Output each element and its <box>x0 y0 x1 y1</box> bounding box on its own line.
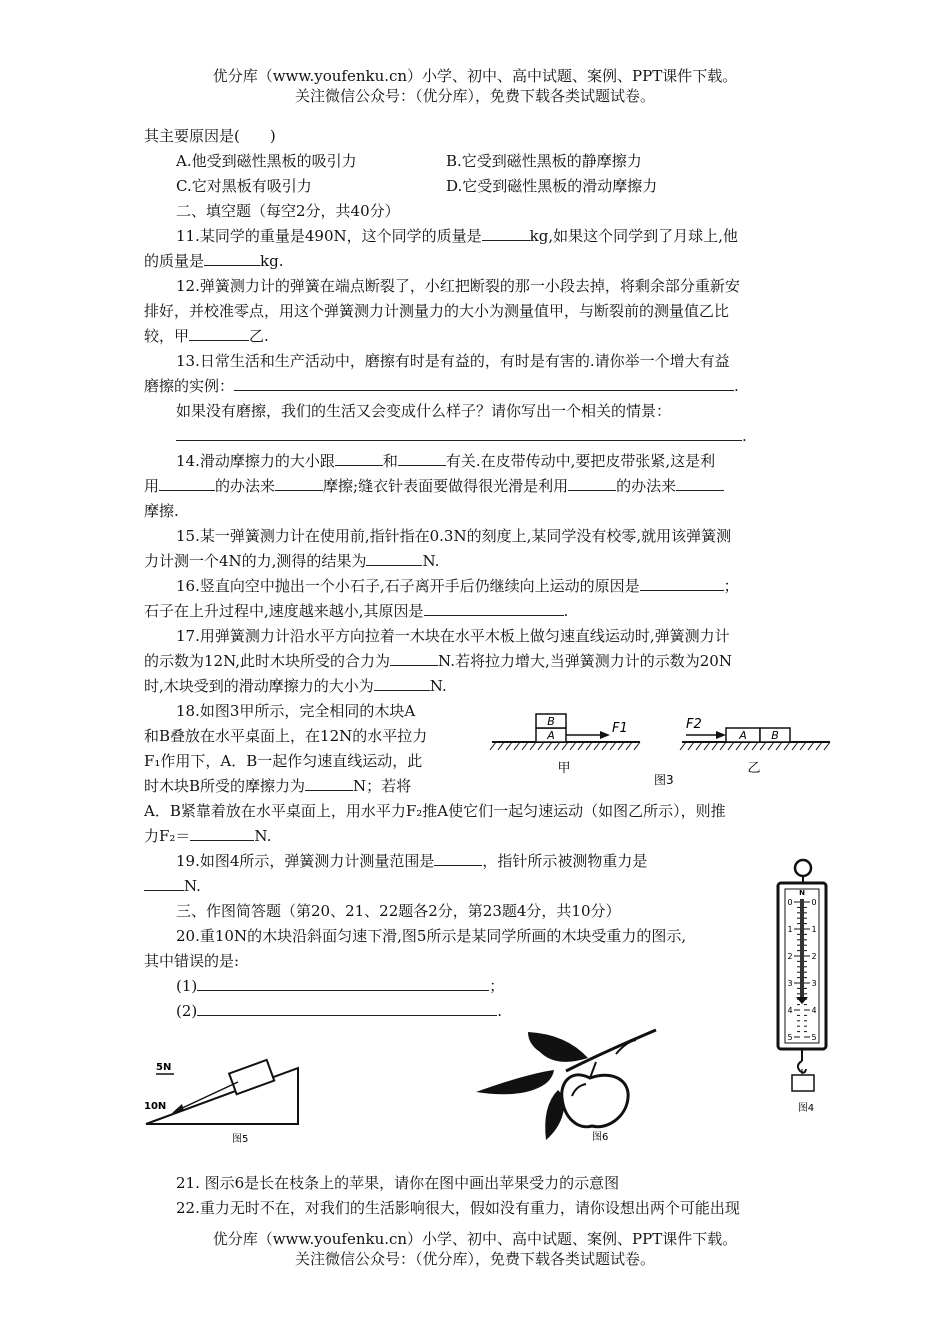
ground-hatching <box>490 742 640 750</box>
figure-5-caption: 图5 <box>232 1134 249 1145</box>
q20-option-1 <box>176 975 504 997</box>
q16-line-2 <box>144 600 568 622</box>
q19-text-a: 19.如图4所示，弹簧测力计测量范围是 <box>176 852 435 870</box>
f2-arrowhead <box>716 731 726 739</box>
q14-blank-6[interactable] <box>676 476 724 491</box>
q20-option-2 <box>176 1000 502 1022</box>
q21-line: 21. 图示6是长在枝条上的苹果，请你在图中画出苹果受力的示意图 <box>176 1174 620 1192</box>
q19-line-1 <box>176 850 647 872</box>
q11-text-d: kg. <box>260 252 284 270</box>
q18-text-a: 时木块B所受的摩擦力为 <box>144 777 306 795</box>
q19-text-b: ，指针所示被测物重力是 <box>482 852 648 870</box>
scale-label-2: 2 <box>787 952 793 961</box>
q14-blank-4[interactable] <box>275 476 323 491</box>
q19-line-2 <box>144 875 201 897</box>
scale-label-0: 0 <box>787 898 793 907</box>
q15-text-a: 力计测一个4N的力,测得的结果为 <box>144 552 367 570</box>
q11-blank-2[interactable] <box>204 251 260 266</box>
q16-text-c: 石子在上升过程中,速度越来越小,其原因是 <box>144 602 424 620</box>
q22-line: 22.重力无时不在，对我们的生活影响很大，假如没有重力，请你设想出两个可能出现 <box>176 1199 740 1217</box>
q17-line-3 <box>144 675 447 697</box>
q13-line-4 <box>176 425 747 447</box>
q14-text-d: 用 <box>144 477 160 495</box>
q20-end-1: ； <box>489 977 505 995</box>
q20-blank-2[interactable] <box>197 1001 497 1016</box>
q19-text-c: N. <box>184 877 201 895</box>
q13-blank-1[interactable] <box>234 376 734 391</box>
q10-option-c: C.它对黑板有吸引力 <box>176 177 312 195</box>
header-line-2: 关注微信公众号：（优分库），免费下载各类试题试卷。 <box>294 87 655 105</box>
figure-6 <box>466 1026 676 1146</box>
q14-text-a: 14.滑动摩擦力的大小跟 <box>176 452 335 470</box>
q14-text-e: 的办法来 <box>215 477 276 495</box>
f1-arrowhead <box>600 731 610 739</box>
q14-text-g: 的办法来 <box>616 477 677 495</box>
q18-text-c: 力F₂＝ <box>144 827 191 845</box>
q16-blank-2[interactable] <box>424 601 564 616</box>
figure-3 <box>486 708 836 792</box>
scale-label-1: 1 <box>787 925 793 934</box>
scale-label-4: 4 <box>787 1006 793 1015</box>
q18-text-b: N；若将 <box>353 777 412 795</box>
block-b-yi-label: B <box>771 729 779 742</box>
scale-spring <box>800 899 804 997</box>
q18-line-3: F₁作用下，A．B一起作匀速直线运动，此 <box>144 752 423 770</box>
hanging-weight <box>792 1075 814 1091</box>
q12-blank[interactable] <box>189 326 249 341</box>
q18-line-2: 和B叠放在水平桌面上，在12N的水平拉力 <box>144 727 428 745</box>
q19-blank-1[interactable] <box>434 851 482 866</box>
f1-label: F1 <box>612 721 628 736</box>
q13-line-2 <box>144 375 739 397</box>
q11-text-b: kg,如果这个同学到了月球上,他 <box>529 227 738 245</box>
q14-line-1 <box>176 450 715 472</box>
q20-label-2: (2) <box>176 1002 198 1020</box>
q10-option-a: A.他受到磁性黑板的吸引力 <box>176 152 357 170</box>
q12-line-1: 12.弹簧测力计的弹簧在端点断裂了，小红把断裂的那一小段去掉，将剩余部分重新安 <box>176 277 740 295</box>
section-3-heading: 三、作图简答题（第20、21、22题各2分，第23题4分，共10分） <box>176 902 621 920</box>
section-2-heading: 二、填空题（每空2分，共40分） <box>176 202 400 220</box>
scale-label-r3: 3 <box>811 979 817 988</box>
q17-text-c: 时,木块受到的滑动摩擦力的大小为 <box>144 677 374 695</box>
figure-6-caption: 图6 <box>592 1132 609 1143</box>
q11-line-1 <box>176 225 738 247</box>
scale-label-r4: 4 <box>811 1006 817 1015</box>
q11-text-a: 11.某同学的重量是490N，这个同学的质量是 <box>176 227 482 245</box>
jia-label: 甲 <box>557 761 571 776</box>
q14-blank-5[interactable] <box>568 476 616 491</box>
f2-label: F2 <box>686 717 702 732</box>
q18-line-4 <box>144 775 411 797</box>
q13-line-1: 13.日常生活和生产活动中，磨擦有时是有益的，有时是有害的.请你举一个增大有益 <box>176 352 730 370</box>
q14-text-b: 和 <box>382 452 398 470</box>
q20-end-2: . <box>497 1002 503 1020</box>
block-a-yi-label: A <box>739 729 747 742</box>
q16-text-a: 16.竖直向空中抛出一个小石子,石子离开手后仍继续向上运动的原因是 <box>176 577 640 595</box>
scale-ring <box>795 860 811 876</box>
q20-line-1: 20.重10N的木块沿斜面匀速下滑,图5所示是某同学所画的木块受重力的图示, <box>176 927 687 945</box>
q15-text-b: N. <box>422 552 440 570</box>
q10-option-b: B.它受到磁性黑板的静摩擦力 <box>446 152 642 170</box>
q17-text-b: N.若将拉力增大,当弹簧测力计的示数为20N <box>438 652 732 670</box>
figure-4 <box>766 855 830 1115</box>
scale-label-r2: 2 <box>811 952 817 961</box>
q18-text-d: N. <box>254 827 272 845</box>
q17-line-1: 17.用弹簧测力计沿水平方向拉着一木块在水平木板上做匀速直线运动时,弹簧测力计 <box>176 627 730 645</box>
q14-line-2 <box>144 475 724 497</box>
block-a-label: A <box>547 729 555 742</box>
yi-label: 乙 <box>747 761 761 776</box>
q14-text-f: 摩擦;缝衣针表面要做得很光滑是利用 <box>323 477 569 495</box>
q17-text-a: 的示数为12N,此时木块所受的合力为 <box>144 652 391 670</box>
q12-text-b: 乙. <box>249 327 269 345</box>
q20-blank-1[interactable] <box>197 976 489 991</box>
figure-4-caption: 图4 <box>797 1103 815 1114</box>
q14-blank-2[interactable] <box>398 451 446 466</box>
q18-line-6 <box>144 825 271 847</box>
q12-line-2: 排好，并校准零点，用这个弹簧测力计测量力的大小为测量值甲，与断裂前的测量值乙比 <box>144 302 730 320</box>
figure-3-yi <box>680 717 830 776</box>
q12-line-3 <box>144 325 269 347</box>
incline <box>146 1068 298 1124</box>
q17-blank-1[interactable] <box>390 651 438 666</box>
q15-line-1: 15.某一弹簧测力计在使用前,指针指在0.3N的刻度上,某同学没有校零,就用该弹簧测 <box>176 527 732 545</box>
q13-text-b: . <box>734 377 739 395</box>
q13-text-a: 磨擦的实例： <box>144 377 235 395</box>
q19-blank-2[interactable] <box>144 876 184 891</box>
q18-line-1: 18.如图3甲所示，完全相同的木块A <box>176 702 416 720</box>
q20-line-2: 其中错误的是: <box>144 952 240 970</box>
q11-line-2 <box>144 250 283 272</box>
q17-text-d: N. <box>429 677 447 695</box>
scale-bar-label: 5N <box>156 1062 172 1073</box>
scale-label-r5: 5 <box>811 1033 817 1042</box>
force-label: 10N <box>144 1101 167 1112</box>
q14-text-c: 有关.在皮带传动中,要把皮带张紧,这是利 <box>445 452 716 470</box>
ground-hatching-yi <box>680 742 830 750</box>
q13-text-c: . <box>742 427 747 445</box>
q20-label-1: (1) <box>176 977 198 995</box>
q18-blank-2[interactable] <box>190 826 254 841</box>
scale-label-r0: 0 <box>811 898 817 907</box>
q16-text-b: ； <box>723 577 739 595</box>
q13-line-3: 如果没有磨擦，我们的生活又会变成什么样子？请你写出一个相关的情景： <box>176 402 672 420</box>
q17-blank-2[interactable] <box>374 676 430 691</box>
scale-unit: N <box>799 889 805 897</box>
q16-text-d: . <box>563 602 569 620</box>
scale-label-5: 5 <box>787 1033 793 1042</box>
leaf-left <box>476 1070 554 1094</box>
q15-blank[interactable] <box>366 551 422 566</box>
block-b-label: B <box>547 715 555 728</box>
footer-line-1: 优分库（www.youfenku.cn）小学、初中、高中试题、案例、PPT课件下载。 <box>212 1230 738 1248</box>
footer-line-2: 关注微信公众号：（优分库），免费下载各类试题试卷。 <box>294 1250 655 1268</box>
figure-3-caption: 图3 <box>654 773 674 787</box>
q10-option-d: D.它受到磁性黑板的滑动摩擦力 <box>446 177 658 195</box>
scale-label-r1: 1 <box>811 925 817 934</box>
q11-blank-1[interactable] <box>482 226 530 241</box>
leaf-top <box>528 1032 588 1062</box>
figure-5 <box>142 1052 306 1148</box>
q14-line-3: 摩擦. <box>144 502 179 520</box>
figure-3-jia <box>490 714 640 776</box>
q10-stem: 其主要原因是( ) <box>144 127 276 145</box>
q12-text-a: 较，甲 <box>144 327 190 345</box>
q18-blank-1[interactable] <box>305 776 353 791</box>
q18-line-5: A．B紧靠着放在水平桌面上，用水平力F₂推A使它们一起匀速运动（如图乙所示），则推 <box>144 802 726 820</box>
q14-blank-3[interactable] <box>159 476 215 491</box>
q16-blank-1[interactable] <box>640 576 724 591</box>
scale-label-3: 3 <box>787 979 793 988</box>
q13-blank-2[interactable] <box>176 426 742 441</box>
q14-blank-1[interactable] <box>335 451 383 466</box>
q17-line-2 <box>144 650 732 672</box>
q11-text-c: 的质量是 <box>144 252 205 270</box>
q15-line-2 <box>144 550 439 572</box>
header-line-1: 优分库（www.youfenku.cn）小学、初中、高中试题、案例、PPT课件下载。 <box>212 67 738 85</box>
apple <box>562 1075 628 1127</box>
q16-line-1 <box>176 575 739 597</box>
